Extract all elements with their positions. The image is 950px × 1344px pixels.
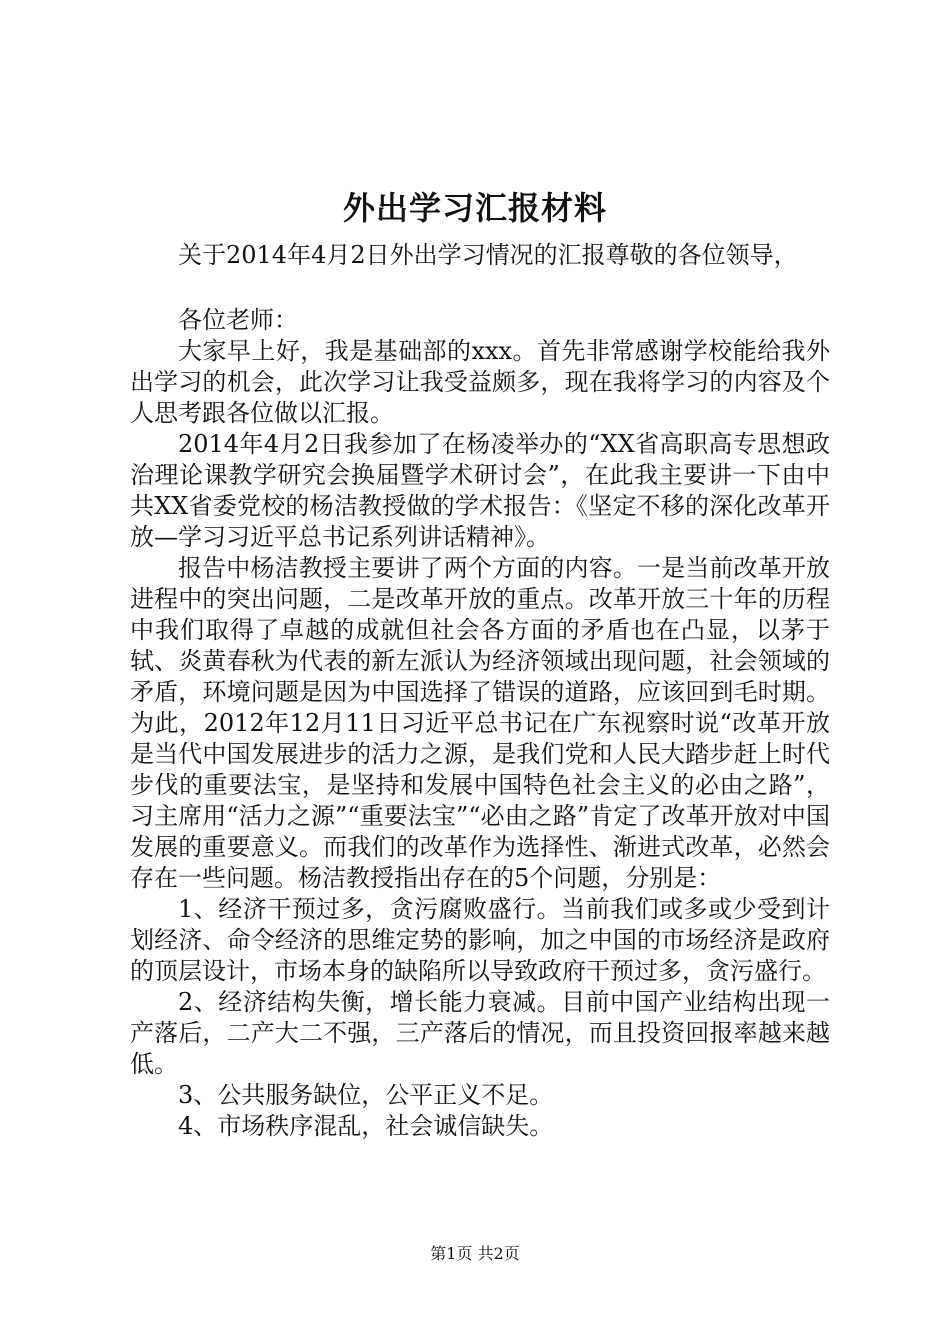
- paragraph-report-summary: 报告中杨洁教授主要讲了两个方面的内容。一是当前改革开放进程中的突出问题，二是改革开放的重点。改革开放三十年的历程中我们取得了卓越的成就但社会各方面的矛盾也在凸显，以茅于轼、炎黄春秋为代表的新左派认为经济领域出现问题，社会领域的矛盾，环境问题是因为中国选择了错误的道路，应该回到毛时期。为此，2012年12月11日习近平总书记在广东视察时说“改革开放是当代中国发展进步的活力之源，是我们党和人民大踏步赶上时代步伐的重要法宝，是坚持和发展中国特色社会主义的必由之路”，习主席用“活力之源”“重要法宝”“必由之路”肯定了改革开放对中国发展的重要意义。而我们的改革作为选择性、渐进式改革，必然会存在一些问题。杨洁教授指出存在的5个问题，分别是：: [130, 554, 830, 892]
- paragraph-intro: 关于2014年4月2日外出学习情况的汇报尊敬的各位领导，: [178, 241, 798, 269]
- paragraph-problem-1: 1、经济干预过多，贪污腐败盛行。当前我们或多或少受到计划经济、命令经济的思维定势的影响，加之中国的市场经济是政府的顶层设计，市场本身的缺陷所以导致政府干预过多，贪污盛行。: [130, 895, 830, 985]
- paragraph-problem-2: 2、经济结构失衡，增长能力衰减。目前中国产业结构出现一产落后，二产大二不强，三产落后的情况，而且投资回报率越来越低。: [130, 988, 830, 1078]
- document-body: [130, 240, 830, 1142]
- paragraph-salutation: 各位老师：: [178, 306, 298, 334]
- page-number-footer: 第1页 共2页: [430, 1244, 520, 1263]
- paragraph-greeting: 大家早上好，我是基础部的xxx。首先非常感谢学校能给我外出学习的机会，此次学习让我受益颇多，现在我将学习的内容及个人思考跟各位做以汇报。: [130, 337, 830, 427]
- document-title: 外出学习汇报材料: [342, 189, 607, 227]
- paragraph-problem-3: 3、公共服务缺位，公平正义不足。: [178, 1081, 554, 1109]
- paragraph-problem-4: 4、市场秩序混乱，社会诚信缺失。: [178, 1112, 554, 1140]
- paragraph-event: 2014年4月2日我参加了在杨凌举办的“XX省高职高专思想政治理论课教学研究会换届暨学术研讨会”，在此我主要讲一下由中共XX省委党校的杨洁教授做的学术报告：《坚定不移的深化改革开放—学习习近平总书记系列讲话精神》。: [130, 430, 830, 551]
